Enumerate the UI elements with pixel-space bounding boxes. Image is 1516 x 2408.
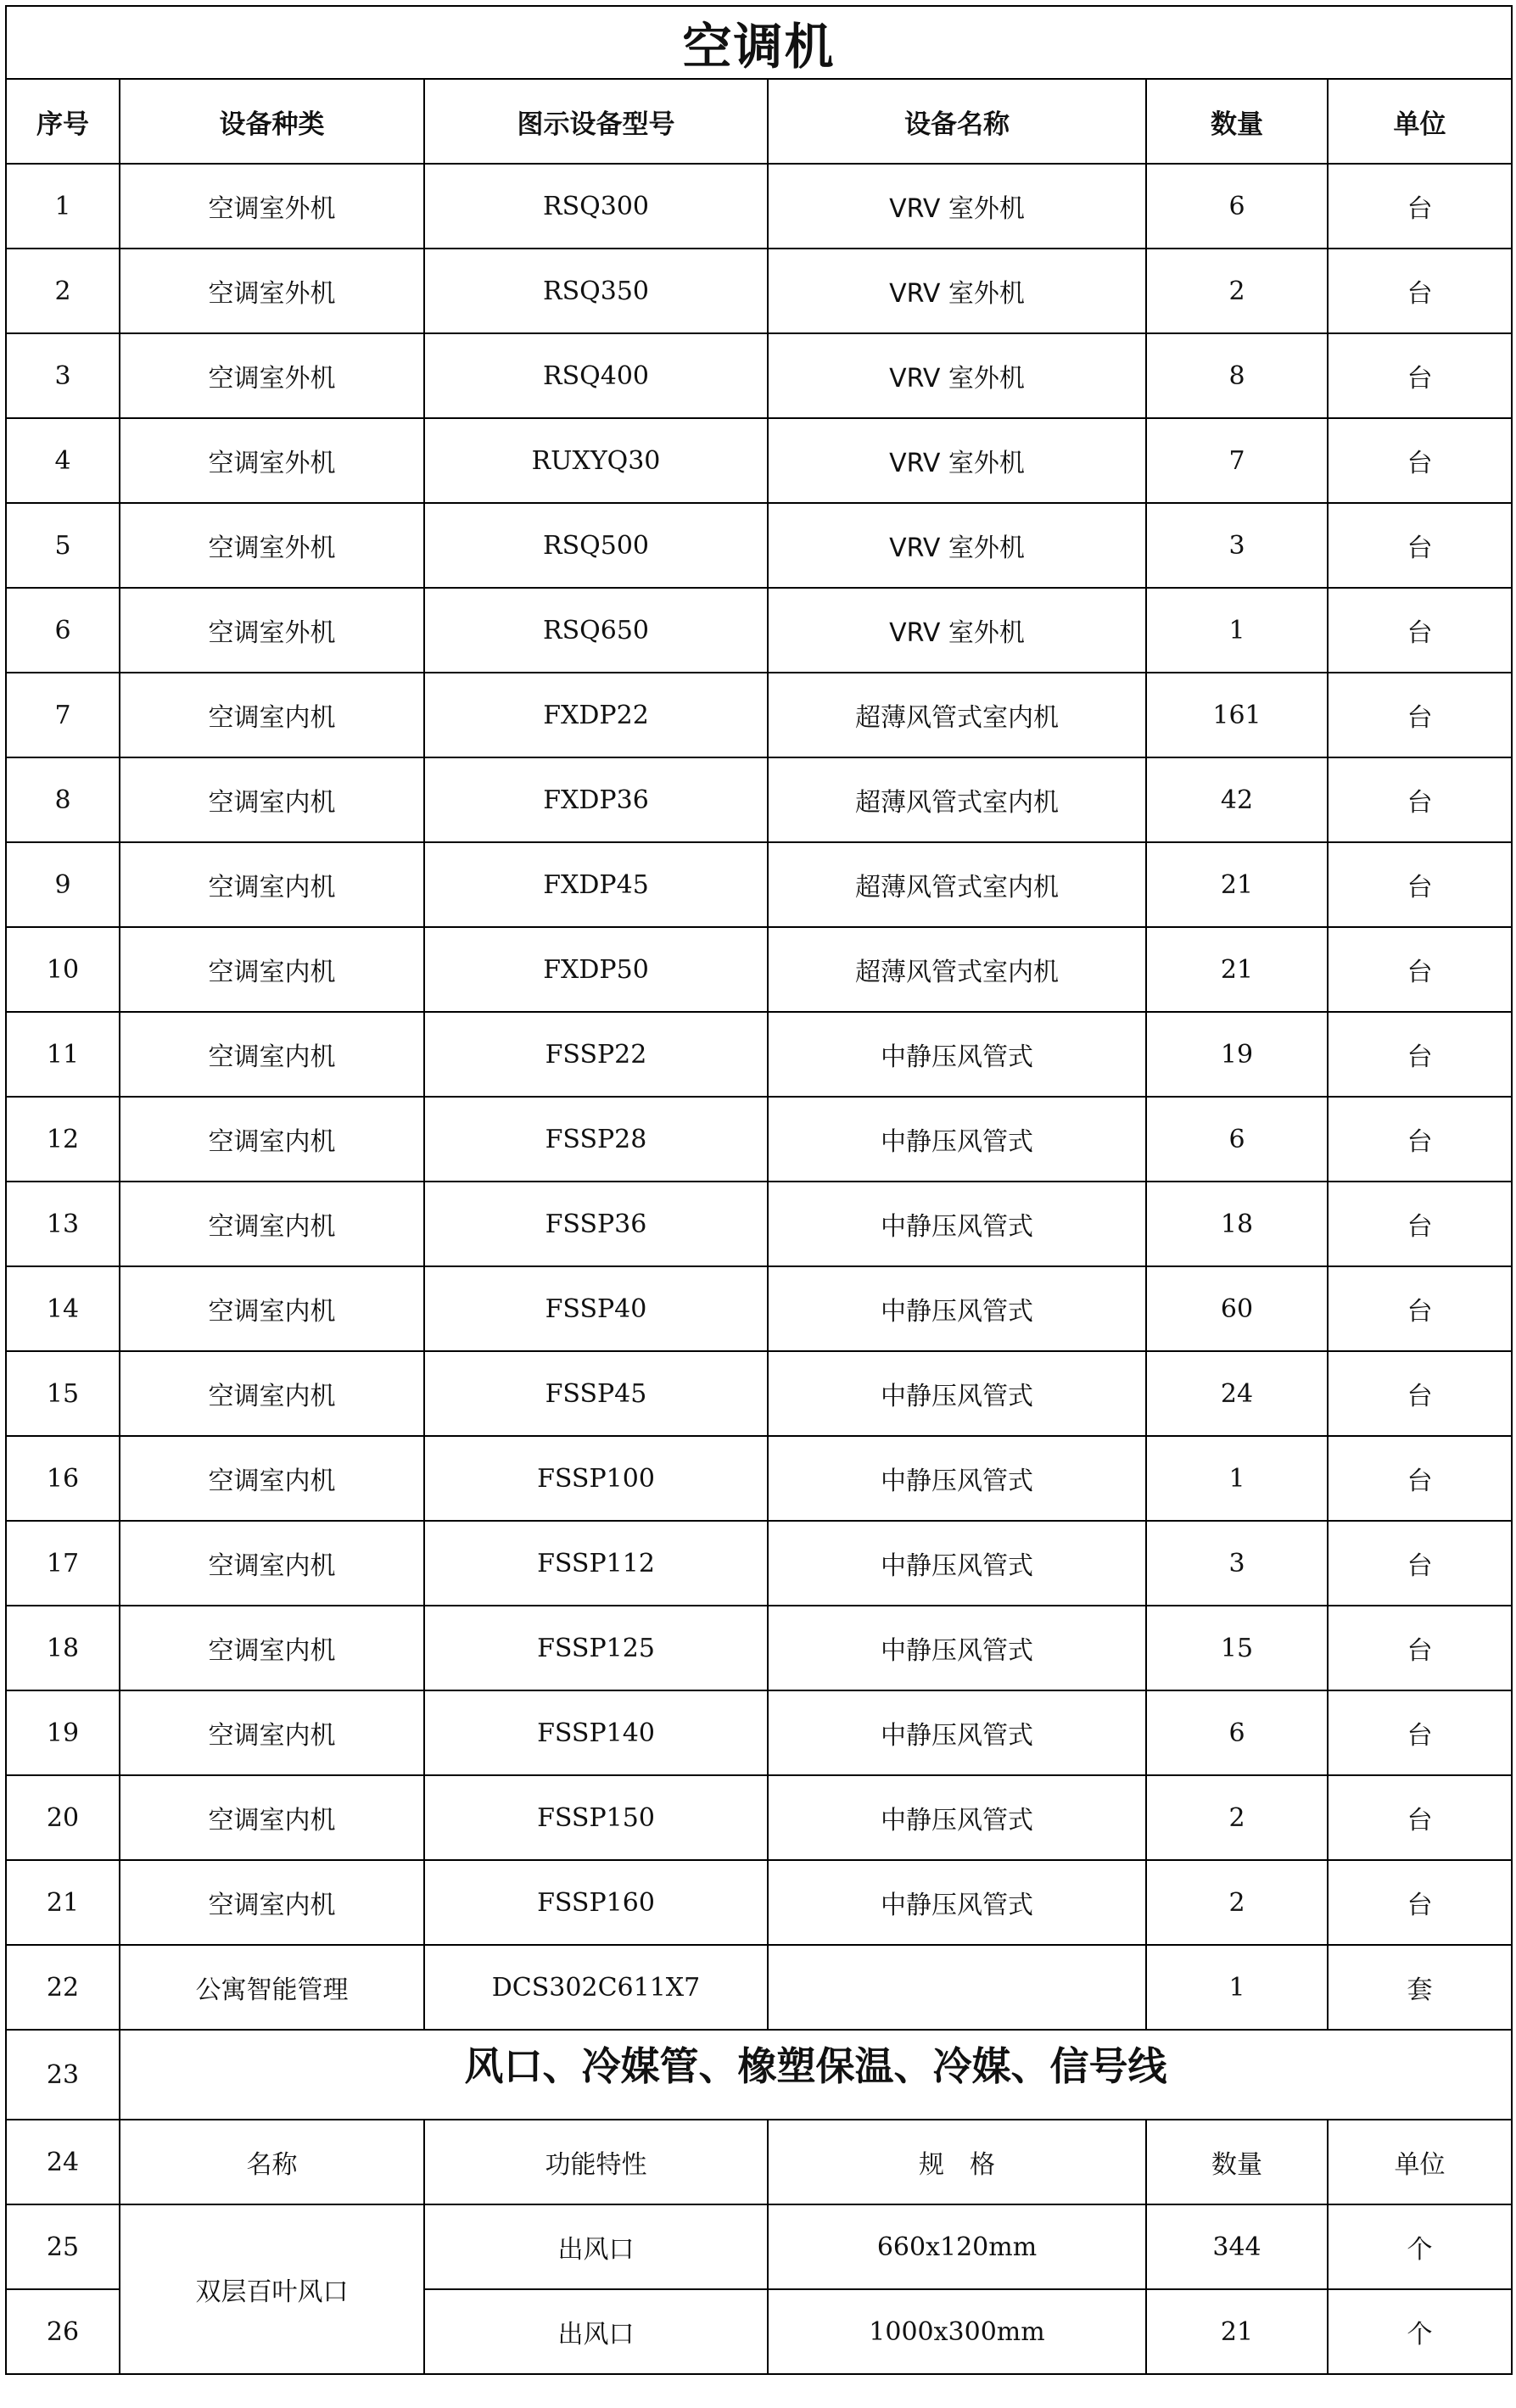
table-row (6, 249, 1512, 333)
row-no-cell: 6 (6, 588, 120, 673)
table-row (6, 2204, 1512, 2289)
category-cell: 空调室内机 (120, 673, 424, 757)
category-cell: 空调室外机 (120, 164, 424, 249)
unit-cell: 台 (1328, 673, 1512, 757)
category-cell: 空调室内机 (120, 1521, 424, 1606)
quantity-cell: 3 (1146, 503, 1328, 588)
table-row (6, 588, 1512, 673)
quantity-cell: 60 (1146, 1266, 1328, 1351)
row-no-cell: 3 (6, 333, 120, 418)
unit-cell: 台 (1328, 164, 1512, 249)
category-cell: 空调室内机 (120, 1266, 424, 1351)
row-no-cell: 11 (6, 1012, 120, 1097)
unit-cell: 台 (1328, 1182, 1512, 1266)
model-cell: FSSP36 (424, 1182, 768, 1266)
vent-group-name-cell: 双层百叶风口 (120, 2204, 424, 2374)
row-no-cell: 15 (6, 1351, 120, 1436)
table-row (6, 1182, 1512, 1266)
section-no-cell: 23 (6, 2030, 120, 2120)
sub-header-no-cell: 24 (6, 2120, 120, 2204)
equipment-name-cell: 中静压风管式 (768, 1351, 1146, 1436)
model-cell: FXDP36 (424, 757, 768, 842)
category-cell: 空调室内机 (120, 1182, 424, 1266)
quantity-cell: 344 (1146, 2204, 1328, 2289)
equipment-name-cell: 中静压风管式 (768, 1182, 1146, 1266)
unit-cell: 台 (1328, 1266, 1512, 1351)
equipment-name-cell (768, 1945, 1146, 2030)
quantity-cell: 21 (1146, 2289, 1328, 2374)
equipment-name-cell: 中静压风管式 (768, 1097, 1146, 1182)
row-no-cell: 1 (6, 164, 120, 249)
model-cell: FSSP40 (424, 1266, 768, 1351)
category-cell: 空调室内机 (120, 842, 424, 927)
table-row (6, 333, 1512, 418)
row-no-cell: 13 (6, 1182, 120, 1266)
table-row (6, 1351, 1512, 1436)
header-name: 设备名称 (768, 79, 1146, 164)
quantity-cell: 2 (1146, 249, 1328, 333)
row-no-cell: 20 (6, 1775, 120, 1860)
category-cell: 空调室内机 (120, 1860, 424, 1945)
unit-cell: 台 (1328, 1690, 1512, 1775)
sub-header-unit: 单位 (1328, 2120, 1512, 2204)
unit-cell: 台 (1328, 927, 1512, 1012)
table-row (6, 1690, 1512, 1775)
feature-cell: 出风口 (424, 2289, 768, 2374)
model-cell: FSSP100 (424, 1436, 768, 1521)
equipment-name-cell: VRV 室外机 (768, 249, 1146, 333)
quantity-cell: 42 (1146, 757, 1328, 842)
quantity-cell: 15 (1146, 1606, 1328, 1690)
equipment-name-cell: 中静压风管式 (768, 1521, 1146, 1606)
table-row (6, 1266, 1512, 1351)
table-row (6, 418, 1512, 503)
unit-cell: 台 (1328, 1606, 1512, 1690)
model-cell: RSQ350 (424, 249, 768, 333)
model-cell: FSSP28 (424, 1097, 768, 1182)
table-row (6, 503, 1512, 588)
row-no-cell: 25 (6, 2204, 120, 2289)
header-model: 图示设备型号 (424, 79, 768, 164)
feature-cell: 出风口 (424, 2204, 768, 2289)
equipment-name-cell: 超薄风管式室内机 (768, 673, 1146, 757)
category-cell: 空调室外机 (120, 249, 424, 333)
category-cell: 空调室内机 (120, 757, 424, 842)
row-no-cell: 10 (6, 927, 120, 1012)
table-row (6, 1097, 1512, 1182)
table-row (6, 1945, 1512, 2030)
equipment-name-cell: 超薄风管式室内机 (768, 927, 1146, 1012)
table-row (6, 842, 1512, 927)
category-cell: 空调室内机 (120, 927, 424, 1012)
unit-cell: 台 (1328, 842, 1512, 927)
quantity-cell: 3 (1146, 1521, 1328, 1606)
equipment-name-cell: 超薄风管式室内机 (768, 757, 1146, 842)
category-cell: 空调室内机 (120, 1775, 424, 1860)
row-no-cell: 7 (6, 673, 120, 757)
spec-cell: 1000x300mm (768, 2289, 1146, 2374)
equipment-name-cell: VRV 室外机 (768, 503, 1146, 588)
header-qty: 数量 (1146, 79, 1328, 164)
equipment-name-cell: 中静压风管式 (768, 1860, 1146, 1945)
model-cell: FSSP140 (424, 1690, 768, 1775)
section-title: 风口、冷媒管、橡塑保温、冷媒、信号线 (120, 2030, 1512, 2120)
title-row (6, 6, 1512, 79)
model-cell: FXDP22 (424, 673, 768, 757)
equipment-name-cell: VRV 室外机 (768, 588, 1146, 673)
unit-cell: 台 (1328, 1097, 1512, 1182)
category-cell: 空调室外机 (120, 588, 424, 673)
unit-cell: 台 (1328, 1436, 1512, 1521)
unit-cell: 个 (1328, 2204, 1512, 2289)
unit-cell: 台 (1328, 333, 1512, 418)
table-row (6, 1521, 1512, 1606)
row-no-cell: 22 (6, 1945, 120, 2030)
equipment-name-cell: 中静压风管式 (768, 1436, 1146, 1521)
table-row (6, 164, 1512, 249)
row-no-cell: 19 (6, 1690, 120, 1775)
category-cell: 空调室外机 (120, 503, 424, 588)
category-cell: 空调室内机 (120, 1436, 424, 1521)
table-row (6, 1860, 1512, 1945)
category-cell: 公寓智能管理 (120, 1945, 424, 2030)
equipment-name-cell: VRV 室外机 (768, 333, 1146, 418)
quantity-cell: 21 (1146, 927, 1328, 1012)
equipment-name-cell: 中静压风管式 (768, 1266, 1146, 1351)
quantity-cell: 19 (1146, 1012, 1328, 1097)
model-cell: RSQ300 (424, 164, 768, 249)
row-no-cell: 9 (6, 842, 120, 927)
unit-cell: 台 (1328, 1521, 1512, 1606)
quantity-cell: 8 (1146, 333, 1328, 418)
table-row (6, 1606, 1512, 1690)
sub-header-feature: 功能特性 (424, 2120, 768, 2204)
row-no-cell: 18 (6, 1606, 120, 1690)
category-cell: 空调室内机 (120, 1097, 424, 1182)
category-cell: 空调室内机 (120, 1012, 424, 1097)
unit-cell: 台 (1328, 1012, 1512, 1097)
header-category: 设备种类 (120, 79, 424, 164)
unit-cell: 台 (1328, 503, 1512, 588)
header-no: 序号 (6, 79, 120, 164)
equipment-sheet (5, 5, 1511, 2375)
table-row (6, 673, 1512, 757)
table-row (6, 1775, 1512, 1860)
table-row (6, 1012, 1512, 1097)
model-cell: FSSP160 (424, 1860, 768, 1945)
row-no-cell: 5 (6, 503, 120, 588)
quantity-cell: 1 (1146, 588, 1328, 673)
row-no-cell: 26 (6, 2289, 120, 2374)
category-cell: 空调室内机 (120, 1690, 424, 1775)
table-row (6, 1436, 1512, 1521)
model-cell: FSSP150 (424, 1775, 768, 1860)
model-cell: FXDP50 (424, 927, 768, 1012)
spec-cell: 660x120mm (768, 2204, 1146, 2289)
table-title: 空调机 (6, 6, 1512, 79)
unit-cell: 台 (1328, 588, 1512, 673)
row-no-cell: 2 (6, 249, 120, 333)
table-row (6, 927, 1512, 1012)
sub-header-qty: 数量 (1146, 2120, 1328, 2204)
model-cell: FXDP45 (424, 842, 768, 927)
header-unit: 单位 (1328, 79, 1512, 164)
quantity-cell: 1 (1146, 1945, 1328, 2030)
quantity-cell: 2 (1146, 1775, 1328, 1860)
equipment-name-cell: 中静压风管式 (768, 1690, 1146, 1775)
quantity-cell: 6 (1146, 164, 1328, 249)
quantity-cell: 6 (1146, 1097, 1328, 1182)
model-cell: FSSP45 (424, 1351, 768, 1436)
row-no-cell: 4 (6, 418, 120, 503)
equipment-name-cell: 中静压风管式 (768, 1012, 1146, 1097)
quantity-cell: 18 (1146, 1182, 1328, 1266)
quantity-cell: 24 (1146, 1351, 1328, 1436)
equipment-table (5, 5, 1513, 2375)
equipment-name-cell: 超薄风管式室内机 (768, 842, 1146, 927)
model-cell: RSQ650 (424, 588, 768, 673)
category-cell: 空调室内机 (120, 1606, 424, 1690)
sub-header-name: 名称 (120, 2120, 424, 2204)
sub-header-row (6, 2120, 1512, 2204)
equipment-name-cell: 中静压风管式 (768, 1775, 1146, 1860)
row-no-cell: 8 (6, 757, 120, 842)
model-cell: DCS302C611X7 (424, 1945, 768, 2030)
sub-header-spec: 规 格 (768, 2120, 1146, 2204)
quantity-cell: 2 (1146, 1860, 1328, 1945)
section-row (6, 2030, 1512, 2120)
row-no-cell: 16 (6, 1436, 120, 1521)
equipment-name-cell: 中静压风管式 (768, 1606, 1146, 1690)
row-no-cell: 14 (6, 1266, 120, 1351)
table-row (6, 757, 1512, 842)
quantity-cell: 21 (1146, 842, 1328, 927)
unit-cell: 台 (1328, 249, 1512, 333)
unit-cell: 台 (1328, 1351, 1512, 1436)
equipment-name-cell: VRV 室外机 (768, 418, 1146, 503)
unit-cell: 套 (1328, 1945, 1512, 2030)
model-cell: RUXYQ30 (424, 418, 768, 503)
unit-cell: 台 (1328, 757, 1512, 842)
category-cell: 空调室内机 (120, 1351, 424, 1436)
category-cell: 空调室外机 (120, 333, 424, 418)
model-cell: RSQ500 (424, 503, 768, 588)
model-cell: FSSP22 (424, 1012, 768, 1097)
model-cell: FSSP125 (424, 1606, 768, 1690)
equipment-name-cell: VRV 室外机 (768, 164, 1146, 249)
row-no-cell: 21 (6, 1860, 120, 1945)
unit-cell: 台 (1328, 1775, 1512, 1860)
category-cell: 空调室外机 (120, 418, 424, 503)
quantity-cell: 1 (1146, 1436, 1328, 1521)
model-cell: FSSP112 (424, 1521, 768, 1606)
row-no-cell: 17 (6, 1521, 120, 1606)
model-cell: RSQ400 (424, 333, 768, 418)
unit-cell: 个 (1328, 2289, 1512, 2374)
unit-cell: 台 (1328, 1860, 1512, 1945)
header-row (6, 79, 1512, 164)
row-no-cell: 12 (6, 1097, 120, 1182)
quantity-cell: 7 (1146, 418, 1328, 503)
quantity-cell: 6 (1146, 1690, 1328, 1775)
quantity-cell: 161 (1146, 673, 1328, 757)
unit-cell: 台 (1328, 418, 1512, 503)
